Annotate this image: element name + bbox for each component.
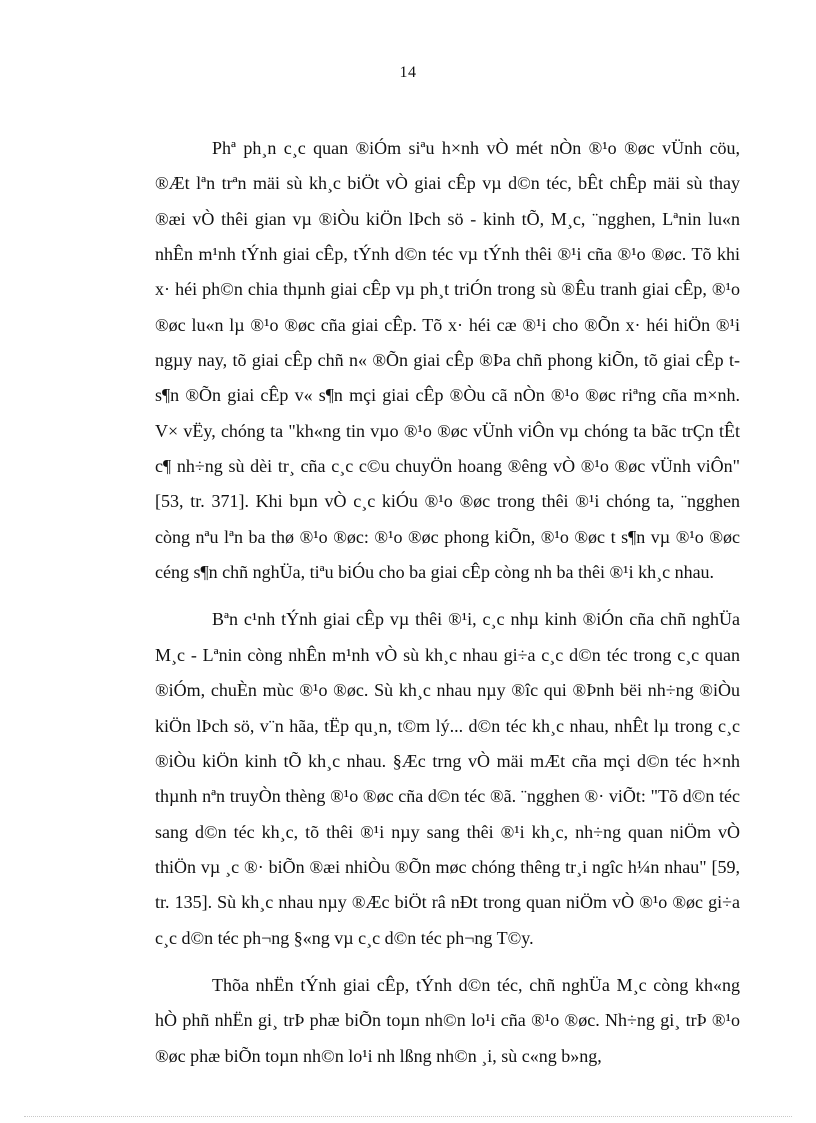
page-number: 14 — [399, 64, 417, 81]
paragraph-3: Thõa nhËn tÝnh giai cÊp, tÝnh d©n téc, chñ nghÜa M¸c còng kh«ng hÒ phñ nhËn gi¸ trÞ phæ biÕn toµn nh©n lo¹i cña ®¹o ®øc. Nh÷ng gi¸ trÞ ®¹o ®øc phæ biÕn toµn nh©n lo¹i nh lßng nh©n ¸i, sù c«ng b»ng, — [155, 974, 740, 1066]
paragraph-1: Phª ph¸n c¸c quan ®iÓm siªu h×nh vÒ mét nÒn ®¹o ®øc vÜnh cöu, ®Æt lªn trªn mäi sù kh¸c biÖt vÒ giai cÊp vµ d©n téc, bÊt chÊp mäi sù thay ®æi vÒ thêi gian vµ ®iÒu kiÖn lÞch sö - kinh tÕ, M¸c, ¨ngghen, Lªnin lu«n nhÊn m¹nh tÝnh giai cÊp, tÝnh d©n téc vµ tÝnh thêi ®¹i cña ®¹o ®øc. Tõ khi x· héi ph©n chia thµnh giai cÊp vµ ph¸t triÓn trong sù ®Êu tranh giai cÊp, ®¹o ®øc lu«n lµ ®¹o ®øc cña giai cÊp. Tõ x· héi cæ ®¹i cho ®Õn x· héi hiÖn ®¹i ngµy nay, tõ giai cÊp chñ n« ®Õn giai cÊp ®Þa chñ phong kiÕn, tõ giai cÊp t s¶n ®Õn giai cÊp v« s¶n mçi giai cÊp ®Òu cã nÒn ®¹o ®øc riªng cña m×nh. V× vËy, chóng ta "kh«ng tin vµo ®¹o ®øc vÜnh viÔn vµ chóng ta bãc trÇn tÊt c¶ nh÷ng sù dèi tr¸ cña c¸c c©u chuyÖn hoang ®êng vÒ ®¹o ®øc vÜnh viÔn" [53, tr. 371]. Khi bµn vÒ c¸c kiÓu ®¹o ®øc trong thêi ®¹i chóng ta, ¨ngghen còng nªu lªn ba thø ®¹o ®øc: ®¹o ®øc phong kiÕn, ®¹o ®øc t s¶n vµ ®¹o ®øc céng s¶n chñ nghÜa, tiªu biÓu cho ba giai cÊp còng nh ba thêi ®¹i kh¸c nhau. — [155, 138, 740, 583]
paragraph-2: Bªn c¹nh tÝnh giai cÊp vµ thêi ®¹i, c¸c nhµ kinh ®iÓn cña chñ nghÜa M¸c - Lªnin còng nhÊn m¹nh vÒ sù kh¸c nhau gi÷a c¸c d©n téc trong c¸c quan ®iÓm, chuÈn mùc ®¹o ®øc. Sù kh¸c nhau nµy ®îc qui ®Þnh bëi nh÷ng ®iÒu kiÖn lÞch sö, v¨n hãa, tËp qu¸n, t©m lý... d©n téc kh¸c nhau, nhÊt lµ trong c¸c ®iÒu kiÖn kinh tÕ kh¸c nhau. §Æc trng vÒ mäi mÆt cña mçi d©n téc h×nh thµnh nªn truyÒn thèng ®¹o ®øc cña d©n téc ®ã. ¨ngghen ®· viÕt: "Tõ d©n téc sang d©n téc kh¸c, tõ thêi ®¹i nµy sang thêi ®¹i kh¸c, nh÷ng quan niÖm vÒ thiÖn vµ ¸c ®· biÕn ®æi nhiÒu ®Õn møc chóng thêng tr¸i ngîc h¼n nhau" [59, tr. 135]. Sù kh¸c nhau nµy ®Æc biÖt râ nÐt trong quan niÖm vÒ ®¹o ®øc gi÷a c¸c d©n téc ph¬ng §«ng vµ c¸c d©n téc ph¬ng T©y. — [155, 609, 740, 948]
page-bottom-divider — [24, 1116, 792, 1117]
body-text — [155, 131, 740, 1086]
